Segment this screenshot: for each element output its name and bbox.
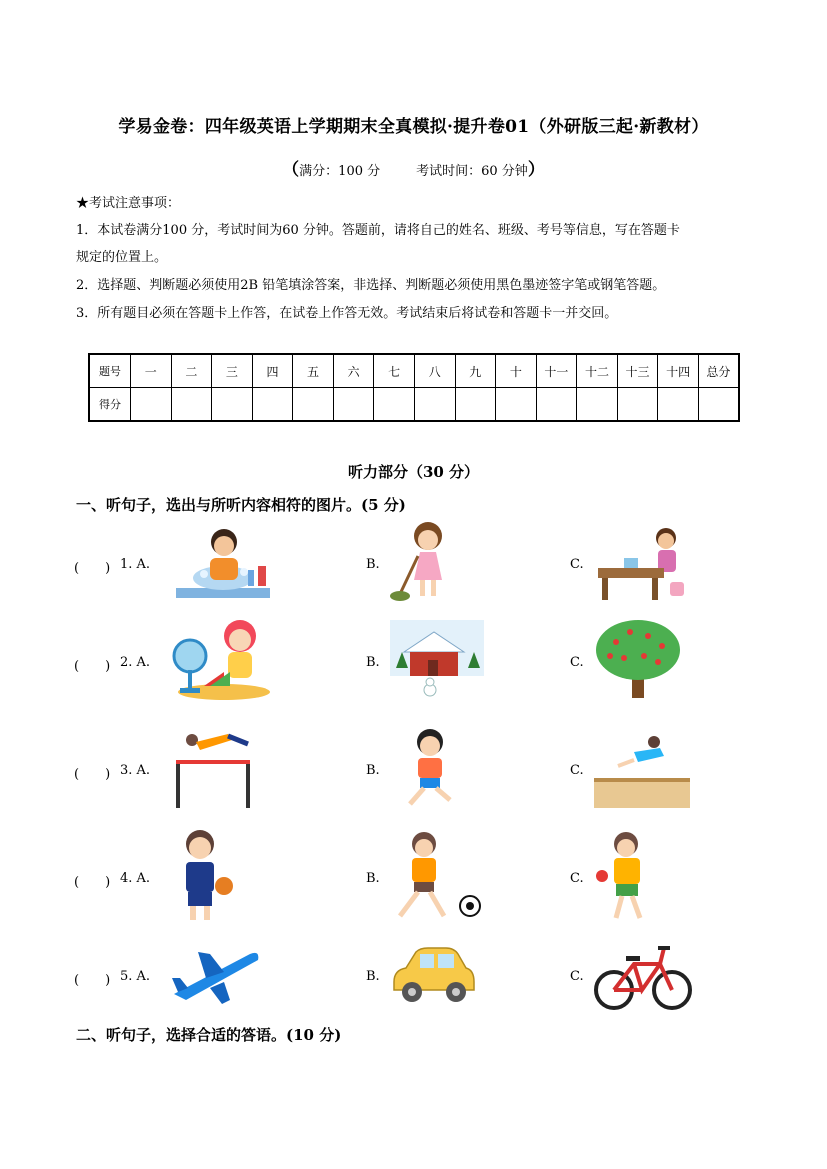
question-row-1 (0, 524, 827, 604)
summer-fan-girl-icon (168, 616, 272, 702)
question-row-2 (0, 620, 827, 700)
score-cell (374, 388, 415, 422)
full-score: 满分：100 分 (299, 164, 381, 179)
col-13: 十三 (617, 354, 658, 388)
col-7: 七 (374, 354, 415, 388)
option-c-label: C. (570, 871, 584, 886)
col-total: 总分 (698, 354, 739, 388)
part2-title: 二、听句子，选择合适的答语。(10 分) (76, 1026, 342, 1044)
col-10: 十 (496, 354, 537, 388)
part1-title: 一、听句子，选出与所听内容相符的图片。(5 分) (76, 496, 406, 514)
score-cell (293, 388, 334, 422)
plane-icon (170, 942, 262, 1006)
question-number: 1. A. (120, 557, 151, 572)
question-row-3 (0, 728, 827, 808)
score-cell (455, 388, 496, 422)
basketball-boy-icon (172, 828, 236, 926)
option-b-label: B. (366, 557, 380, 572)
col-11: 十一 (536, 354, 577, 388)
question-row-4 (0, 828, 827, 908)
option-c-label: C. (570, 763, 584, 778)
subtitle-close-paren: ） (527, 160, 545, 180)
score-cell (536, 388, 577, 422)
high-jump-icon (170, 726, 256, 810)
score-cell (698, 388, 739, 422)
washing-dishes-icon (174, 526, 272, 602)
car-icon (388, 944, 478, 1006)
ping-pong-boy-icon (596, 830, 656, 924)
answer-blank[interactable]: ( ) (74, 767, 111, 782)
option-b-label: B. (366, 655, 380, 670)
score-cell (496, 388, 537, 422)
col-5: 五 (293, 354, 334, 388)
subtitle-open-paren: （ (282, 160, 300, 180)
score-cell (414, 388, 455, 422)
score-cell (171, 388, 212, 422)
note-1: 1．本试卷满分100 分，考试时间为60 分钟。答题前，请将自己的姓名、班级、考号等信息，写在答题卡 (76, 223, 680, 238)
exam-title: 学易金卷：四年级英语上学期期末全真模拟·提升卷01（外研版三起·新教材） (118, 117, 709, 137)
answer-blank[interactable]: ( ) (74, 561, 111, 576)
col-1: 一 (131, 354, 172, 388)
notes-heading: ★考试注意事项： (76, 196, 181, 211)
question-number: 4. A. (120, 871, 151, 886)
note-2: 2．选择题、判断题必须使用2B 铅笔填涂答案，非选择、判断题必须使用黑色墨迹签字笔或钢笔答题。 (76, 278, 666, 293)
score-table-header-row (89, 354, 739, 388)
bicycle-icon (594, 940, 692, 1012)
question-number: 3. A. (120, 763, 151, 778)
score-cell (212, 388, 253, 422)
option-b-label: B. (366, 871, 380, 886)
note-3: 3．所有题目必须在答题卡上作答，在试卷上作答无效。考试结束后将试卷和答题卡一并交回。 (76, 306, 618, 321)
col-6: 六 (333, 354, 374, 388)
option-c-label: C. (570, 655, 584, 670)
note-1-cont: 规定的位置上。 (76, 250, 168, 265)
header-label: 题号 (89, 354, 131, 388)
question-row-5 (0, 940, 827, 1020)
exam-time: 考试时间：60 分钟 (416, 164, 528, 179)
answer-blank[interactable]: ( ) (74, 659, 111, 674)
option-c-label: C. (570, 557, 584, 572)
col-8: 八 (414, 354, 455, 388)
col-12: 十二 (577, 354, 618, 388)
exam-subtitle (0, 155, 827, 180)
col-3: 三 (212, 354, 253, 388)
col-9: 九 (455, 354, 496, 388)
score-table (88, 353, 740, 422)
option-b-label: B. (366, 969, 380, 984)
col-4: 四 (252, 354, 293, 388)
winter-house-icon (390, 620, 484, 702)
score-cell (333, 388, 374, 422)
question-number: 2. A. (120, 655, 151, 670)
cleaning-table-icon (594, 524, 686, 604)
score-cell (577, 388, 618, 422)
apple-tree-icon (594, 616, 682, 702)
listening-section-title: 听力部分（30 分） (347, 463, 480, 481)
col-2: 二 (171, 354, 212, 388)
score-cell (658, 388, 699, 422)
answer-blank[interactable]: ( ) (74, 875, 111, 890)
option-c-label: C. (570, 969, 584, 984)
question-number: 5. A. (120, 969, 151, 984)
running-boy-icon (400, 726, 460, 810)
score-cell (252, 388, 293, 422)
col-14: 十四 (658, 354, 699, 388)
option-b-label: B. (366, 763, 380, 778)
football-boy-icon (390, 828, 482, 926)
score-cell (617, 388, 658, 422)
score-label: 得分 (89, 388, 131, 422)
score-table-score-row (89, 388, 739, 422)
sweeping-girl-icon (390, 520, 460, 604)
long-jump-icon (594, 726, 690, 810)
score-cell (131, 388, 172, 422)
answer-blank[interactable]: ( ) (74, 973, 111, 988)
